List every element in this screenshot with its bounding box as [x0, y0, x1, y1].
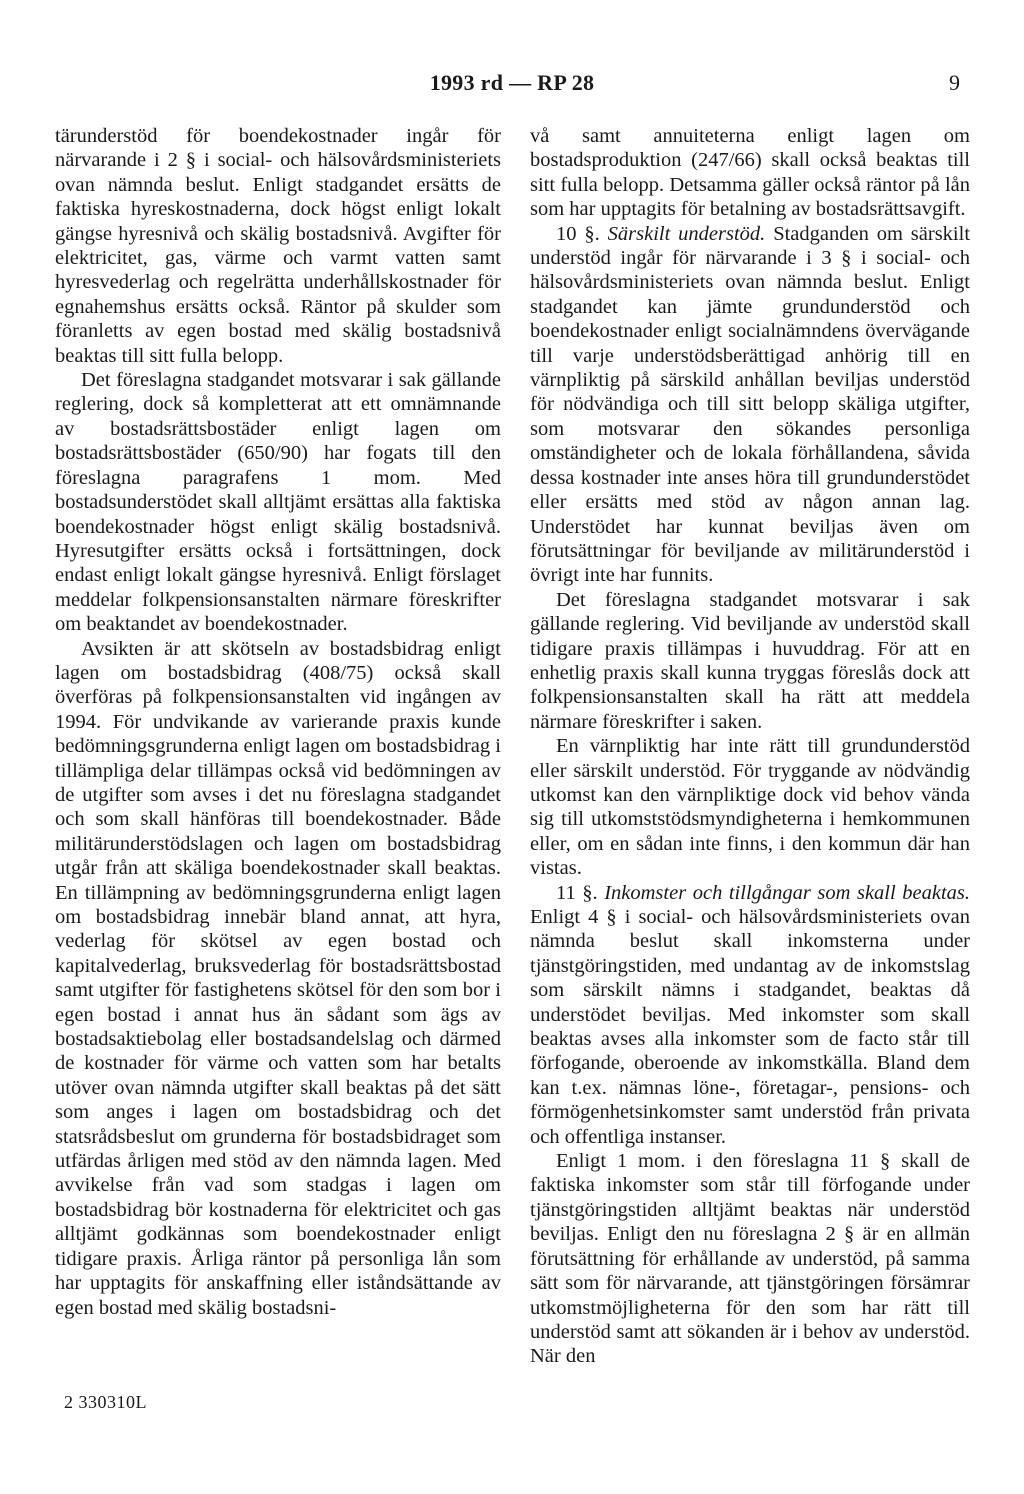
left-column	[55, 124, 501, 1320]
section-number: 11 §.	[556, 881, 598, 904]
section-title: Särskilt understöd.	[607, 222, 766, 245]
paragraph: Avsikten är att skötseln av bostadsbidrag enligt lagen om bostadsbidrag (408/75) också skall överföras på folkpensionsanstalten vid ingången av 1994. För undvikande av varierande praxis kunde bedömningsgrunderna enligt lagen om bostadsbidrag i tillämpliga delar tillämpas också vid bedömningen av de utgifter som avses i det nu föreslagna stadgandet och som skall hänföras till boendekostnader. Både militärunderstödslagen och lagen om bostadsbidrag utgår från att skäliga boendekostnader skall beaktas. En tillämpning av bedömningsgrunderna enligt lagen om bostadsbidrag innebär bland annat, att hyra, vederlag för skötsel av egen bostad och kapitalvederlag, bruksvederlag för bostadsrättsbostad samt utgifter för fastighetens skötsel för den som bor i egen bostad i annat hus än sådant som ägs av bostadsaktiebolag eller bostadsandelslag och därmed de kostnader för värme och vatten som har betalts utöver ovan nämnda utgifter skall beaktas på det sätt som anges i lagen om bostadsbidrag och det statsrådsbeslut om grunderna för bostadsbidraget som utfärdas årligen med stöd av den nämnda lagen. Med avvikelse från vad som stadgas i lagen om bostadsbidrag bör kostnaderna för elektricitet och gas alltjämt godkännas som boendekostnader enligt tidigare praxis. Årliga räntor på personliga lån som har upptagits för anskaffning eller iståndsättande av egen bostad med skälig bostadsni-	[55, 637, 501, 1319]
print-code: 2 330310L	[64, 1392, 147, 1412]
section-paragraph	[530, 881, 970, 1149]
paragraph: Det föreslagna stadgandet motsvarar i sak gällande reglering, dock så kompletterat att ett omnämnande av bostadsrättsbostäder enligt lagen om bostadsrättsbostäder (650/90) har fogats till den föreslagna paragrafens 1 mom. Med bostadsunderstödet skall alltjämt ersättas alla faktiska boendekostnader högst enligt skälig bostadsnivå. Hyresutgifter ersätts också i fortsättningen, dock endast enligt lokalt gängse hyresnivå. Enligt förslaget meddelar folkpensionsanstalten närmare föreskrifter om beaktandet av boendekostnader.	[55, 369, 501, 636]
page-number: 9	[949, 70, 960, 95]
paragraph: tärunderstöd för boendekostnader ingår för närvarande i 2 § i social- och hälsovårdsministeriets ovan nämnda beslut. Enligt stadgandet ersätts de faktiska hyreskostnaderna, dock högst enligt lokalt gängse hyresnivå och skälig bostadsnivå. Avgifter för elektricitet, gas, värme och varmt vatten samt hyresvederlag och regelrätta underhållskostnader för egnahemshus ersätts också. Räntor på skulder som föranletts av egen bostad med skälig bostadsnivå beaktas till sitt fulla belopp.	[55, 125, 501, 367]
section-text: Stadganden om särskilt understöd ingår för närvarande i 3 § i social- och hälsovårdsministeriets ovan nämnda beslut. Enligt stadgandet kan jämte grundunderstöd och boendekostnader enligt socialnämndens övervägande till varje understödsberättigad anhörig till en värnpliktig på särskild anhållan beviljas understöd för nödvändiga och till sitt belopp skäliga utgifter, som motsvarar den sökandes personliga omständigheter och de lokala förhållandena, såvida dessa kostnader inte anses höra till grundunderstödet eller ersätts med stöd av någon annan lag. Understödet har kunnat beviljas även om förutsättningar för beviljande av militärunderstöd i övrigt inte har funnits.	[530, 222, 971, 587]
section-paragraph	[530, 222, 970, 588]
section-title: Inkomster och tillgångar som skall beaktas.	[604, 881, 970, 904]
page-header	[0, 70, 1024, 106]
section-number: 10 §.	[556, 222, 600, 245]
paragraph: En värnpliktig har inte rätt till grundunderstöd eller särskilt understöd. För tryggande av nödvändig utkomst kan den värnpliktige dock vid behov vända sig till utkomststödsmyndigheterna i hemkommunen eller, om en sådan inte finns, i den kommun där han vistas.	[530, 735, 970, 880]
right-column	[530, 124, 970, 1369]
paragraph: Enligt 1 mom. i den föreslagna 11 § skall de faktiska inkomster som står till förfogande under tjänstgöringstiden alltjämt beaktas när understöd beviljas. Enligt den nu föreslagna 2 § är en allmän förutsättning för erhållande av understöd, på samma sätt som för närvarande, att tjänstgöringen försämrar utkomstmöjligheterna för den som har rätt till understöd samt att sökanden är i behov av understöd. När den	[530, 1150, 970, 1368]
paragraph: vå samt annuiteterna enligt lagen om bostadsproduktion (247/66) skall också beaktas till sitt fulla belopp. Detsamma gäller också räntor på lån som har upptagits för betalning av bostadsrättsavgift.	[530, 125, 970, 221]
section-text: Enligt 4 § i social- och hälsovårdsministeriets ovan nämnda beslut skall inkomsterna under tjänstgöringstiden, med undantag av de inkomstslag som särskilt nämns i stadgandet, beaktas då understödet beviljas. Med inkomster som skall beaktas avses alla inkomster som de facto står till förfogande, oberoende av inkomstkälla. Bland dem kan t.ex. nämnas löne-, företagar-, pensions- och förmögenhetsinkomster samt understöd från privata och offentliga instanser.	[530, 906, 970, 1148]
paragraph: Det föreslagna stadgandet motsvarar i sak gällande reglering. Vid beviljande av understöd skall tidigare praxis tillämpas i huvuddrag. För att en enhetlig praxis skall kunna tryggas föreslås dock att folkpensionsanstalten skall ha rätt att meddela närmare föreskrifter i saken.	[530, 588, 970, 733]
running-title: 1993 rd — RP 28	[429, 70, 595, 95]
